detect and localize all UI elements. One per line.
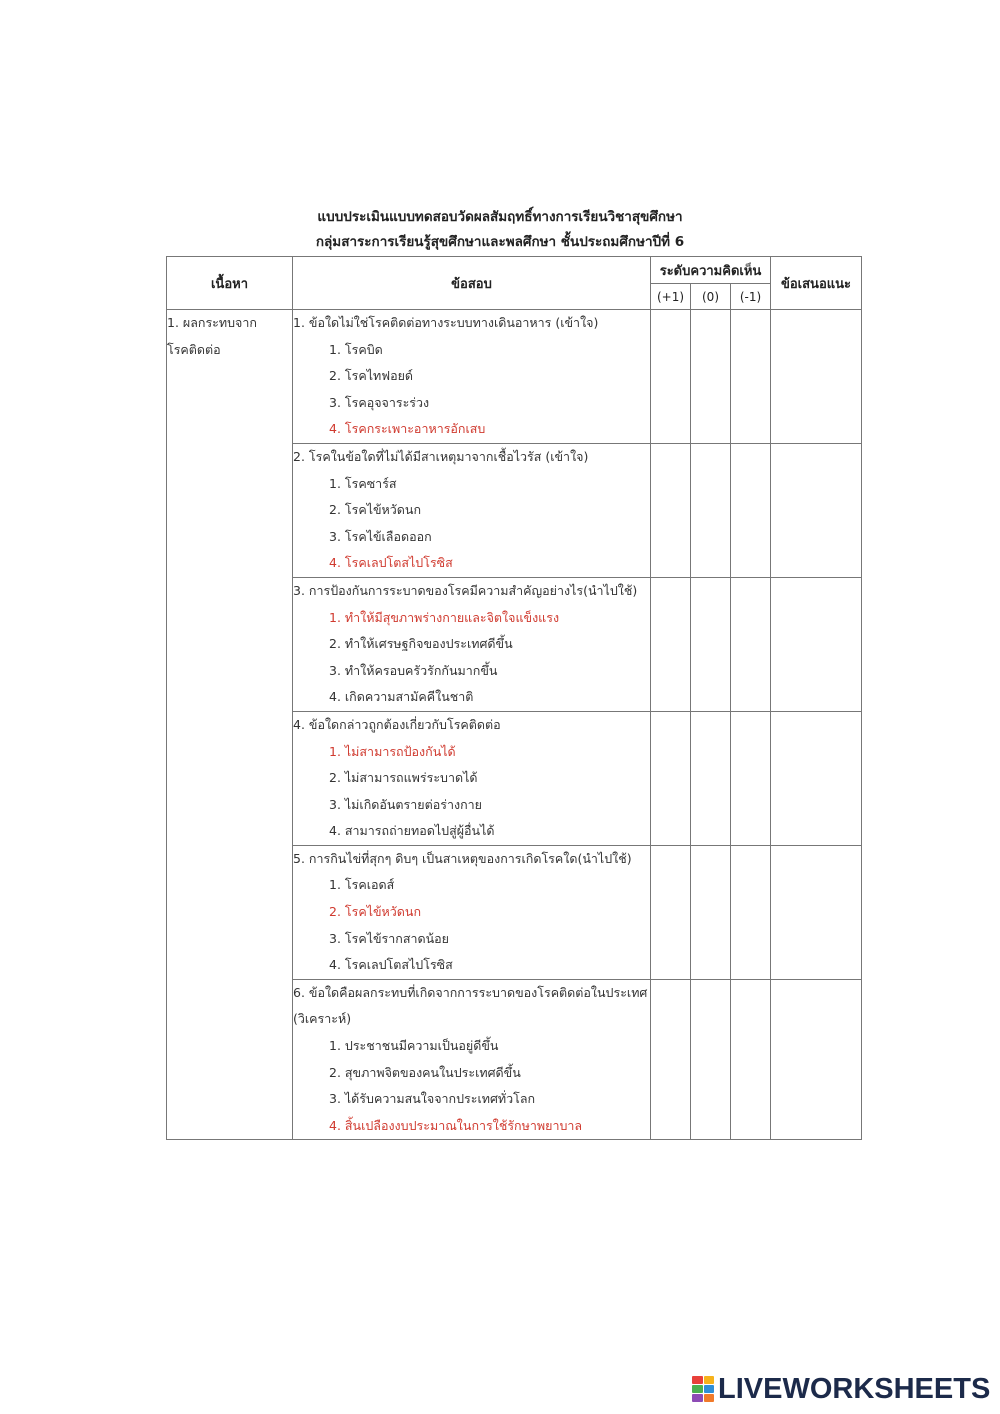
header-minus-one: (-1) (731, 284, 771, 310)
rating-minus-cell[interactable] (731, 310, 771, 444)
rating-plus-cell[interactable] (651, 577, 691, 711)
option-correct: 1. ไม่สามารถป้องกันได้ (329, 743, 456, 759)
content-cell (167, 310, 293, 1140)
option: 2. โรคไข้หวัดนก (329, 502, 422, 518)
liveworksheets-logo (692, 1373, 990, 1405)
question-text: 5. การกินไข่ที่สุกๆ ดิบๆ เป็นสาเหตุของการเกิดโรคใด(นำไปใช้) (293, 850, 632, 866)
option: 1. โรคเอดส์ (329, 877, 395, 893)
suggestion-cell[interactable] (771, 310, 862, 444)
rating-plus-cell[interactable] (651, 310, 691, 444)
option-correct: 4. สิ้นเปลืองงบประมาณในการใช้รักษาพยาบาล (329, 1117, 583, 1133)
suggestion-cell[interactable] (771, 577, 862, 711)
rating-minus-cell[interactable] (731, 711, 771, 845)
page-title: แบบประเมินแบบทดสอบวัดผลสัมฤทธิ์ทางการเรียนวิชาสุขศึกษา (317, 209, 683, 225)
question-text: 2. โรคในข้อใดที่ไม่ได้มีสาเหตุมาจากเชื้อไวรัส (เข้าใจ) (293, 448, 589, 464)
option: 3. ทำให้ครอบครัวรักกันมากขึ้น (329, 662, 498, 678)
question-text: 1. ข้อใดไม่ใช่โรคติดต่อทางระบบทางเดินอาหาร (เข้าใจ) (293, 315, 599, 330)
option: 2. สุขภาพจิตของคนในประเทศดีขึ้น (329, 1064, 521, 1080)
option: 4. โรคเลปโตสไปโรซิส (329, 957, 453, 973)
option: 3. โรคไข้เลือดออก (329, 528, 432, 544)
header-plus-one: (+1) (651, 284, 691, 310)
rating-minus-cell[interactable] (731, 577, 771, 711)
question-text: 6. ข้อใดคือผลกระทบที่เกิดจากการระบาดของโรคติดต่อในประเทศ (วิเคราะห์) (293, 984, 648, 1027)
option-correct: 2. โรคไข้หวัดนก (329, 904, 422, 920)
header-suggestion: ข้อเสนอแนะ (771, 257, 862, 310)
option: 3. ได้รับความสนใจจากประเทศทั่วโลก (329, 1091, 536, 1107)
header-opinion-level: ระดับความคิดเห็น (651, 257, 771, 284)
liveworksheets-logo-icon (692, 1376, 714, 1402)
option: 1. โรคซาร์ส (329, 475, 397, 491)
option: 1. โรคบิด (329, 341, 383, 357)
rating-minus-cell[interactable] (731, 979, 771, 1140)
page-subtitle: กลุ่มสาระการเรียนรู้สุขศึกษาและพลศึกษา ชั้นประถมศึกษาปีที่ 6 (315, 234, 685, 250)
rating-zero-cell[interactable] (691, 577, 731, 711)
rating-zero-cell[interactable] (691, 443, 731, 577)
option: 3. โรคอุจจาระร่วง (329, 394, 430, 410)
option: 2. ไม่สามารถแพร่ระบาดได้ (329, 770, 478, 786)
rating-zero-cell[interactable] (691, 711, 731, 845)
question-text: 4. ข้อใดกล่าวถูกต้องเกี่ยวกับโรคติดต่อ (293, 716, 501, 732)
header-content: เนื้อหา (167, 257, 293, 310)
question-text: 3. การป้องกันการระบาดของโรคมีความสำคัญอย่างไร(นำไปใช้) (293, 582, 638, 598)
content-line: โรคติดต่อ (167, 341, 221, 357)
item-cell-1 (293, 310, 651, 444)
rating-zero-cell[interactable] (691, 979, 731, 1140)
suggestion-cell[interactable] (771, 711, 862, 845)
item-cell-2 (293, 443, 651, 577)
logo-text: LIVEWORKSHEETS (718, 1372, 991, 1405)
content-line: 1. ผลกระทบจาก (167, 315, 257, 330)
rating-plus-cell[interactable] (651, 979, 691, 1140)
option-correct: 4. โรคกระเพาะอาหารอักเสบ (329, 421, 486, 437)
rating-zero-cell[interactable] (691, 845, 731, 979)
suggestion-cell[interactable] (771, 443, 862, 577)
item-cell-4 (293, 711, 651, 845)
table-row (167, 310, 862, 444)
item-cell-5 (293, 845, 651, 979)
option: 2. ทำให้เศรษฐกิจของประเทศดีขึ้น (329, 636, 513, 652)
evaluation-table (166, 256, 862, 1140)
option-correct: 4. โรคเลปโตสไปโรซิส (329, 555, 453, 571)
suggestion-cell[interactable] (771, 979, 862, 1140)
suggestion-cell[interactable] (771, 845, 862, 979)
header-zero: (0) (691, 284, 731, 310)
rating-zero-cell[interactable] (691, 310, 731, 444)
rating-plus-cell[interactable] (651, 845, 691, 979)
option: 3. โรคไข้รากสาดน้อย (329, 930, 449, 946)
rating-plus-cell[interactable] (651, 443, 691, 577)
item-cell-6 (293, 979, 651, 1140)
rating-minus-cell[interactable] (731, 845, 771, 979)
option: 4. เกิดความสามัคคีในชาติ (329, 689, 474, 705)
option: 2. โรคไทฟอยด์ (329, 368, 414, 384)
option: 4. สามารถถ่ายทอดไปสู่ผู้อื่นได้ (329, 823, 495, 839)
option: 3. ไม่เกิดอันตรายต่อร่างกาย (329, 796, 482, 812)
option: 1. ประชาชนมีความเป็นอยู่ดีขึ้น (329, 1038, 499, 1054)
option-correct: 1. ทำให้มีสุขภาพร่างกายและจิตใจแข็งแรง (329, 609, 560, 625)
rating-minus-cell[interactable] (731, 443, 771, 577)
rating-plus-cell[interactable] (651, 711, 691, 845)
header-items: ข้อสอบ (293, 257, 651, 310)
item-cell-3 (293, 577, 651, 711)
